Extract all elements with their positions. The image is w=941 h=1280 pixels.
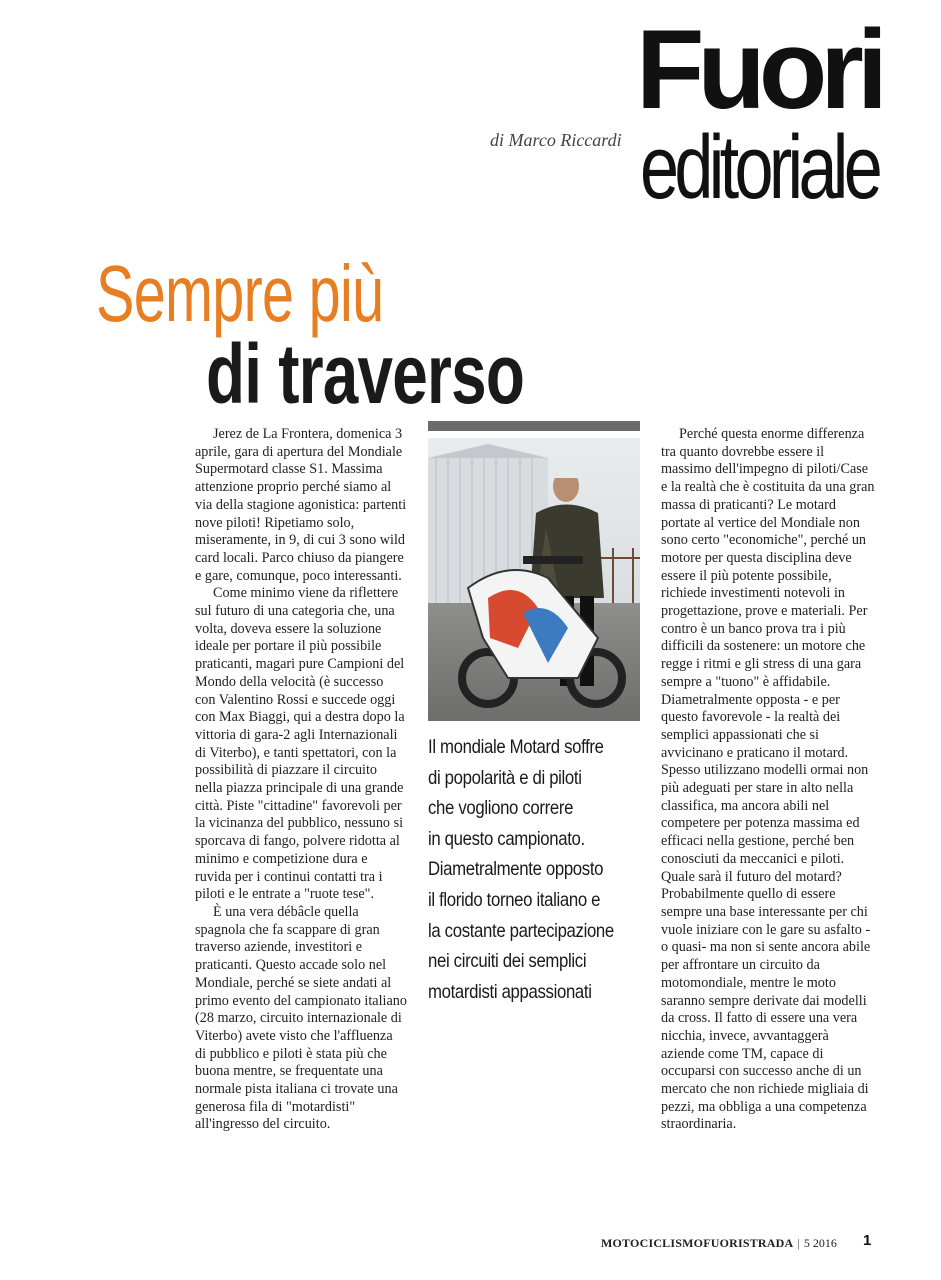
footer-separator: | [797,1236,800,1250]
photo-top-bar [428,421,640,431]
author-byline: di Marco Riccardi [490,130,622,150]
section-title-fuori: Fuori [636,7,881,132]
section-title-editoriale: editoriale [640,118,879,218]
page-footer [601,1236,837,1251]
headline-line-2: di traverso [206,327,525,421]
issue-date: 5 2016 [803,1236,837,1250]
right-text-column [661,426,875,1134]
headline-line-1: Sempre più [96,249,384,338]
page-number: 1 [863,1232,872,1249]
rider-photo [428,438,640,721]
caption-line: che vogliono correre [428,797,574,820]
caption-line: Il mondiale Motard soffre [428,736,604,758]
left-paragraph-3: È una vera débâcle quella spagnola che fa scappare di gran traverso aziende, investitori e praticanti. Questo accade solo nel Mondiale, perché se siete andati al primo evento del campionato italiano (28 marzo, circuito internazionale di Viterbo) avete visto che l'affluenza di pubblico e piloti è stata più che buona mentre, se frequentate una normale pista italiana ci trovate una generosa fila di "motardisti" all'ingresso del circuito. [195,903,407,1133]
left-text-column [195,426,407,1134]
caption-line: la costante partecipazione [428,919,614,942]
caption-line: in questo campionato. [428,827,585,850]
caption-line: il florido torneo italiano e [428,888,601,911]
right-paragraph-1: Perché questa enorme differenza tra quanto dovrebbe essere il massimo dell'impegno di piloti/Case e la realtà che è costituita da una gran massa di praticanti? Le motard portate al vertice del Mondiale non sono certo "economiche", perché un motore per questa disciplina deve essere il più potente possibile, richiede investimenti notevoli in progettazione, prove e materiali. Per contro è un banco prova tra i più difficili da sostenere: un motore che regge i ritmi e gli stress di una gara sempre a "tuono" è affidabile. Diametralmente opposta - e per questo favorevole - la realtà dei semplici appassionati che si avvicinano e praticano il motard. Spesso utilizzano modelli ormai non più adeguati per stare in alto nella classifica, ma ancora abili nel competere per potenza massima ed efficaci nella gestione, perché ben conosciuti da meccanici e piloti. Quale sarà il futuro del motard? Probabilmente quello di essere sempre una base interessante per chi vuole iniziare con le gare su asfalto - o quasi- ma non si sente ancora abile per affrontare un circuito da motomondiale, mentre le moto saranno sempre derivate dai modelli da cross. Il fatto di essere una vera nicchia, invece, avvantaggerà aziende come TM, capace di occuparsi con successo anche di un mercato che non richiede migliaia di pezzi, ma obbliga a una competenza straordinaria. [661,426,875,1133]
magazine-name: MOTOCICLISMOFUORISTRADA [601,1236,794,1250]
left-paragraph-1: Jerez de La Frontera, domenica 3 aprile, gara di apertura del Mondiale Supermotard classe S1. Massima attenzione proprio perché siamo al via della stagione agonistica: partenti nove piloti! Ripetiamo solo, miseramente, in 9, di cui 3 sono wild card locali. Parco chiuso da piangere e gare, comunque, poco interessanti. [195,426,407,584]
left-paragraph-2: Come minimo viene da riflettere sul futuro di una categoria che, una volta, doveva essere la soluzione ideale per portare il più possibile praticanti, magari pure Campioni del Mondo della velocità (è successo con Valentino Rossi e succede oggi con Max Biaggi, qui a destra dopo la vittoria di gara-2 agli Internazionali di Viterbo), e tanti spettatori, con la possibilità di piazzare il circuito nella piazza principale di una grande città. Piste "cittadine" favorevoli per la vicinanza del pubblico, nessuno si sporcava di fango, polvere ridotta al minimo e competizione dura e ruvida per i continui contatti tra i piloti e le entrate a "ruote tese". [195,585,405,903]
caption-line: motardisti appassionati [428,980,592,1003]
caption-line: nei circuiti dei semplici [428,950,587,973]
caption-line: di popolarità e di piloti [428,766,582,789]
photo-caption [428,732,643,1007]
caption-line: Diametralmente opposto [428,858,604,881]
